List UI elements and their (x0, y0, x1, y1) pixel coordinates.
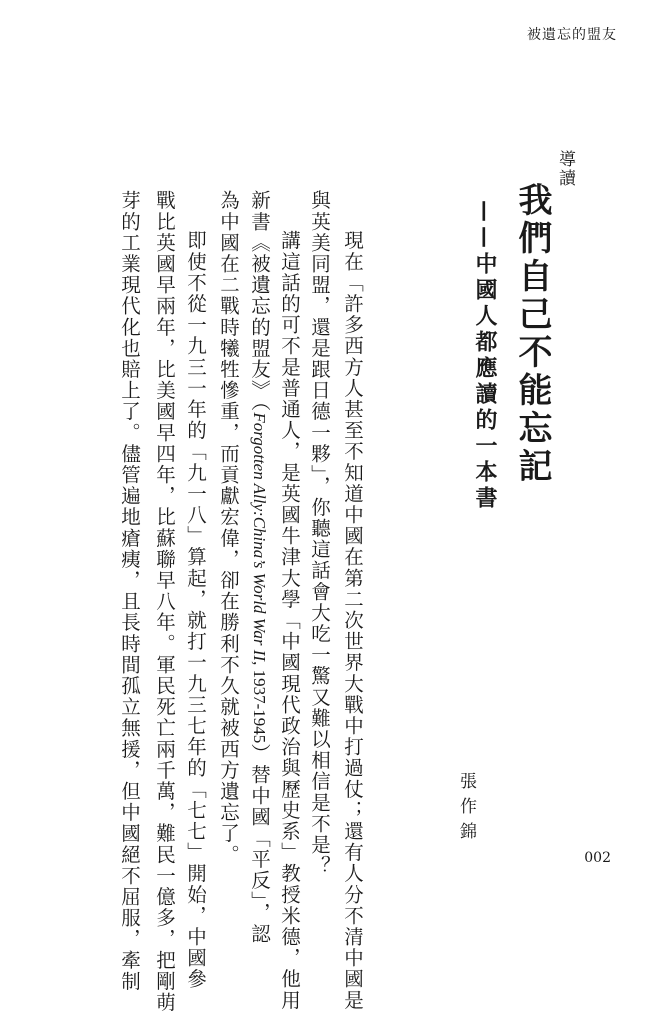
body-column-6: 即使不從一九三一年的「九一八」算起，就打一九三七年的「七七」開始，中國參 (184, 230, 207, 990)
body-column-2: 與英美同盟，還是跟日德一夥」，你聽這話會大吃一驚又難以相信是不是？ (308, 190, 331, 877)
subtitle: ——中國人都應讀的一本書 (472, 200, 498, 512)
book-years: , 1937-1945 (250, 661, 269, 744)
body-column-5: 為中國在二戰時犧牲慘重，而貢獻宏偉，卻在勝利不久就被西方遺忘了。 (217, 190, 240, 866)
body-column-4-pre: 新書《被遺忘的盟友》（ (248, 190, 271, 413)
english-book-title: Forgotten Ally:China’s World War II (250, 412, 269, 662)
body-column-7: 戰比英國早兩年，比美國早四年，比蘇聯早八年。軍民死亡兩千萬，難民一億多，把剛萌 (153, 190, 176, 1013)
body-column-4-post: ）替中國「平反」，認 (248, 743, 271, 945)
author-name: 張作錦 (456, 772, 476, 847)
body-column-3: 講這話的可不是普通人，是英國牛津大學「中國現代政治與歷史系」教授米德，他用 (278, 230, 301, 1011)
body-column-4 (242, 190, 276, 945)
section-label: 導讀 (555, 150, 575, 188)
body-column-8: 芽的工業現代化也賠上了。儘管遍地瘡痍，且長時間孤立無援，但中國絕不屈服，牽制 (118, 190, 141, 992)
body-column-1: 現在「許多西方人甚至不知道中國在第二次世界大戰中打過仗；還有人分不清中國是 (341, 230, 364, 1011)
page-title: 我們自己不能忘記 (512, 182, 552, 486)
running-head: 被遺忘的盟友 (527, 27, 617, 43)
page-number: 002 (584, 850, 611, 866)
